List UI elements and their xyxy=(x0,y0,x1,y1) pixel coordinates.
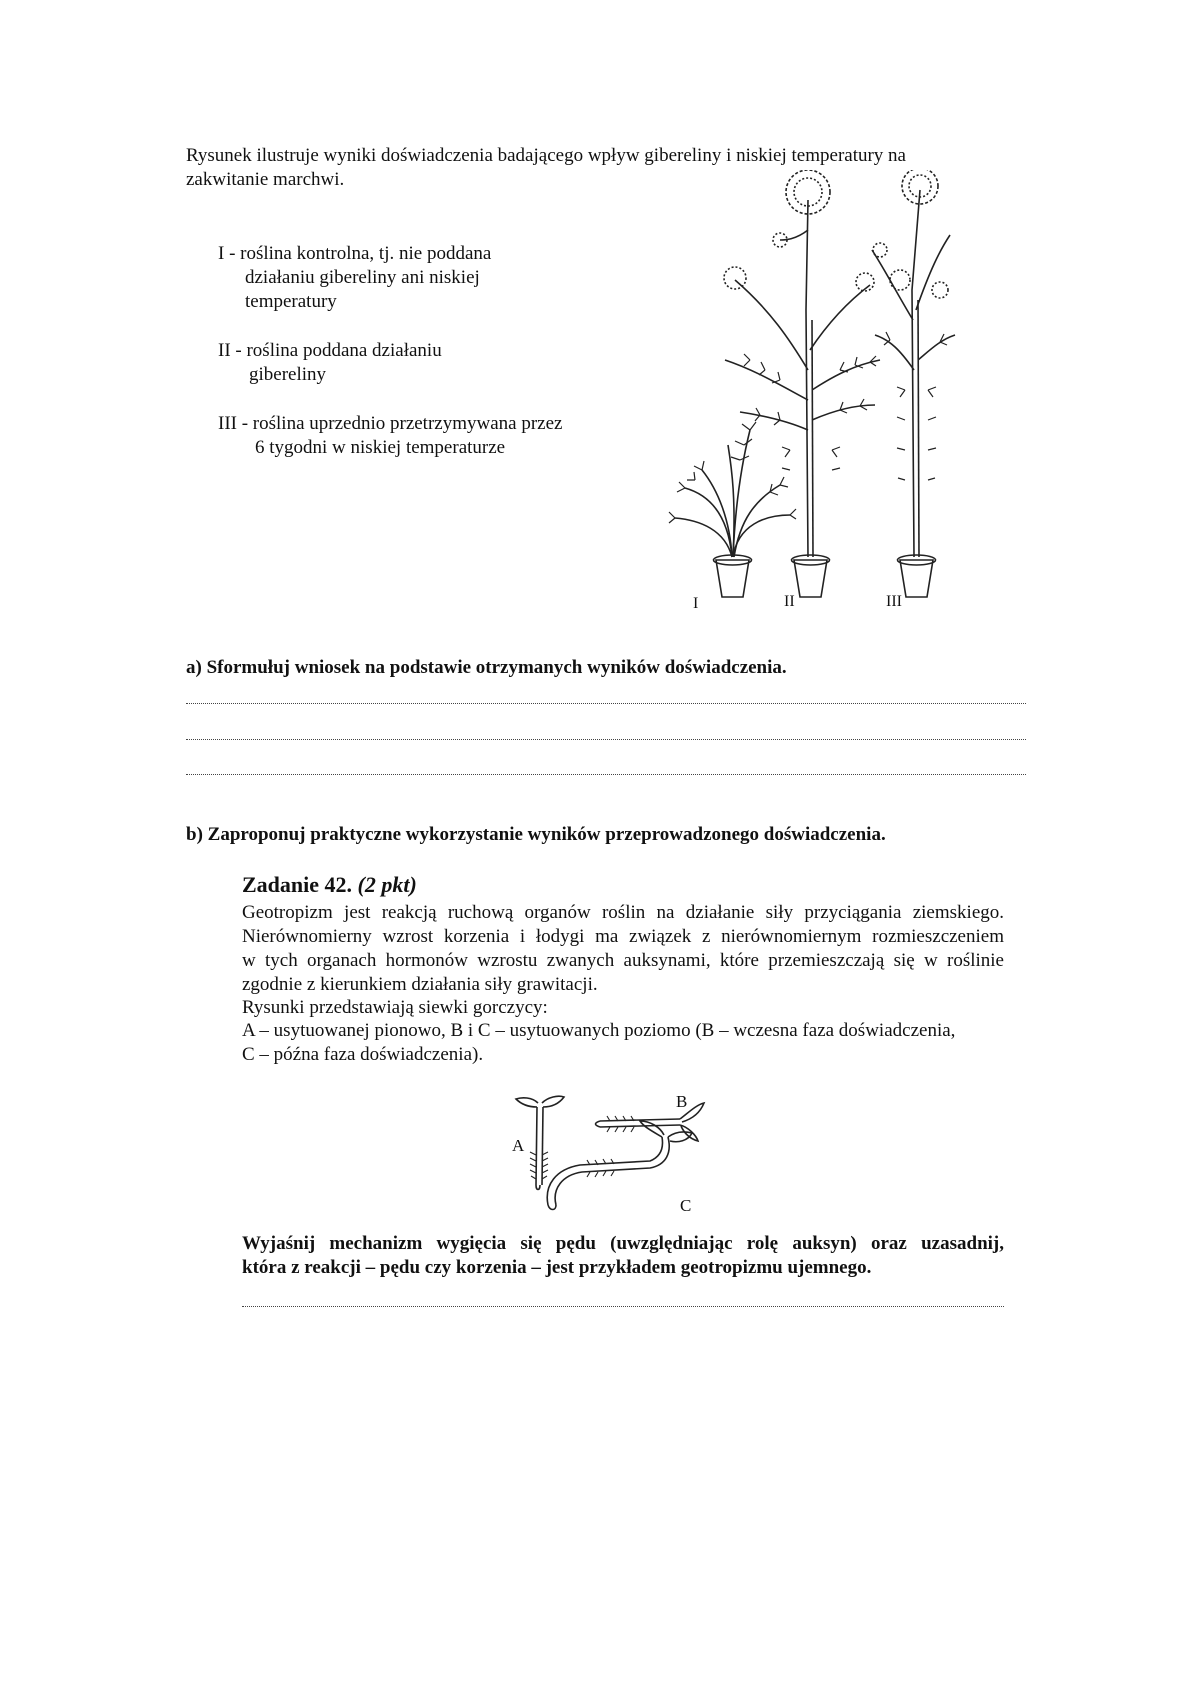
question-b: b) Zaproponuj praktyczne wykorzystanie wyników przeprowadzonego doświadczenia. xyxy=(186,824,886,845)
answer-line-a-1[interactable] xyxy=(186,703,1026,704)
carrot-plants-illustration xyxy=(640,170,1010,610)
plant-ii xyxy=(724,170,880,597)
intro-line-1: Rysunek ilustruje wyniki doświadczenia badającego wpływ gibereliny i niskiej temperatury na xyxy=(186,145,906,166)
task-text-line-3: w tych organach hormonów wzrostu zwanych auksynami, które przemieszczają się w roślinie xyxy=(242,950,1004,971)
task-heading-number: Zadanie 42. xyxy=(242,872,353,897)
answer-line-task-42[interactable] xyxy=(242,1306,1004,1307)
task-text-line-4: zgodnie z kierunkiem działania siły grawitacji. xyxy=(242,974,598,995)
legend-i-line-3: temperatury xyxy=(245,291,337,312)
task-heading xyxy=(242,872,417,898)
task-question-line-1: Wyjaśnij mechanizm wygięcia się pędu (uwzględniając rolę auksyn) oraz uzasadnij, xyxy=(242,1233,1004,1254)
intro-line-2: zakwitanie marchwi. xyxy=(186,169,345,190)
answer-line-a-2[interactable] xyxy=(186,739,1026,740)
task-heading-points: (2 pkt) xyxy=(357,872,417,897)
question-a: a) Sformułuj wniosek na podstawie otrzymanych wyników doświadczenia. xyxy=(186,657,787,678)
legend-i-line-2: działaniu gibereliny ani niskiej xyxy=(245,267,480,288)
seedling-label-c: C xyxy=(680,1196,692,1215)
seedling-label-a: A xyxy=(512,1136,525,1155)
legend-ii-line-2: gibereliny xyxy=(249,364,327,385)
legend-iii-line-1: III - roślina uprzednio przetrzymywana przez xyxy=(218,413,563,434)
task-text-line-6: A – usytuowanej pionowo, B i C – usytuowanych poziomo (B – wczesna faza doświadczenia, xyxy=(242,1020,956,1041)
answer-line-a-3[interactable] xyxy=(186,774,1026,775)
plant-label-ii: II xyxy=(784,593,795,610)
seedling-c xyxy=(547,1121,692,1210)
task-text-line-2: Nierównomierny wzrost korzenia i łodygi ma związek z nierównomiernym rozmieszczeniem xyxy=(242,926,1004,947)
seedling-label-b: B xyxy=(676,1092,688,1111)
task-text-line-5: Rysunki przedstawiają siewki gorczycy: xyxy=(242,997,548,1018)
task-question-line-2: która z reakcji – pędu czy korzenia – jest przykładem geotropizmu ujemnego. xyxy=(242,1257,872,1278)
mustard-seedlings-illustration xyxy=(500,1085,730,1215)
plant-iii xyxy=(872,170,955,597)
legend-iii-line-2: 6 tygodni w niskiej temperaturze xyxy=(255,437,506,458)
task-text-line-7: C – późna faza doświadczenia). xyxy=(242,1044,484,1065)
plant-label-iii: III xyxy=(886,593,902,610)
legend-i-line-1: I - roślina kontrolna, tj. nie poddana xyxy=(218,243,492,264)
legend-ii-line-1: II - roślina poddana działaniu xyxy=(218,340,442,361)
plant-i xyxy=(669,422,796,597)
task-text-line-1: Geotropizm jest reakcją ruchową organów roślin na działanie siły przyciągania ziemskiego. xyxy=(242,902,1004,923)
plant-label-i: I xyxy=(693,595,699,612)
